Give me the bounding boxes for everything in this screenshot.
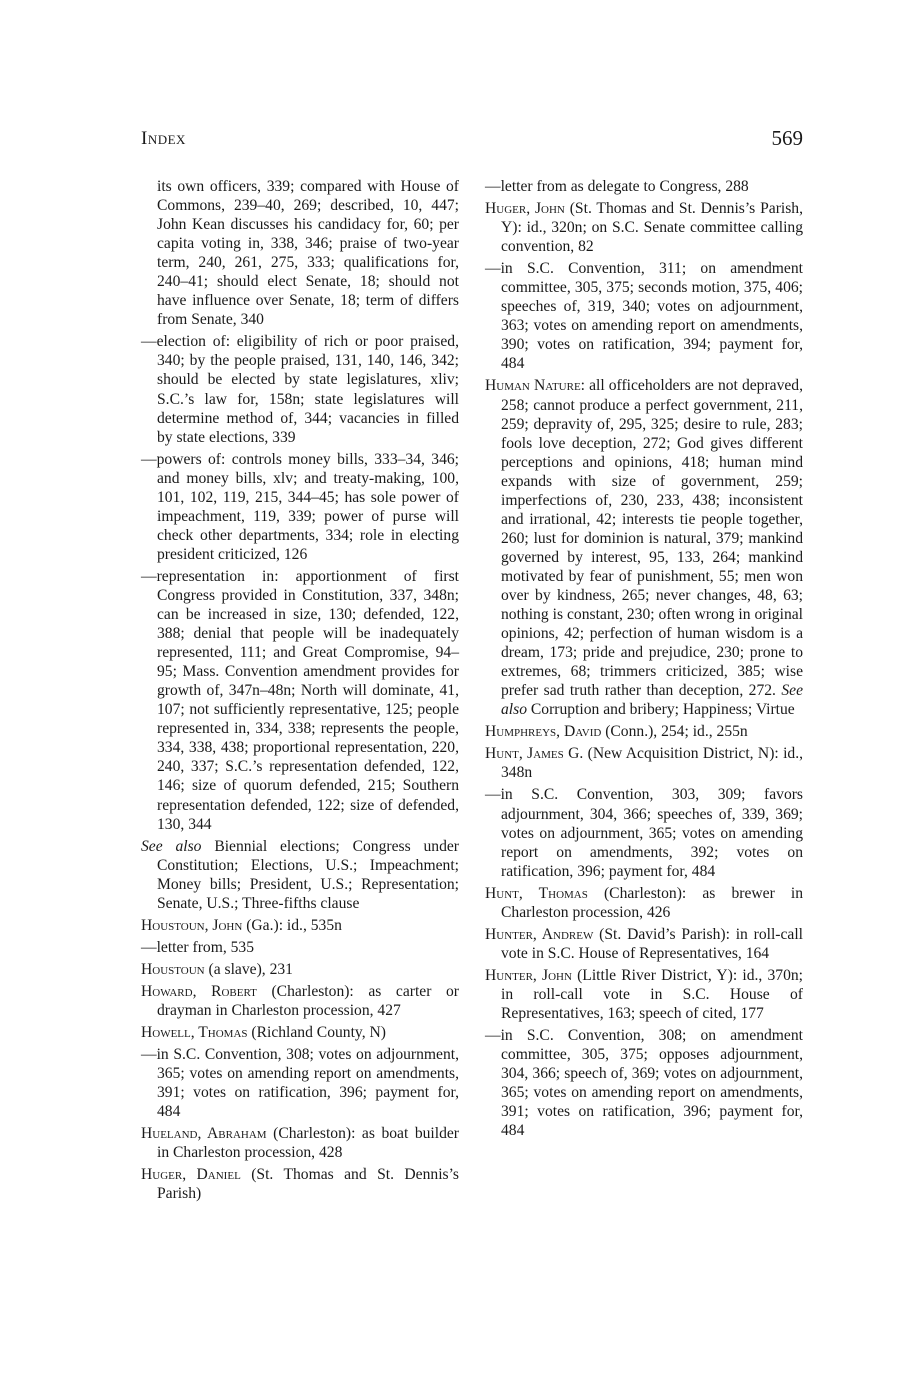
index-subentry: —in S.C. Convention, 308; votes on adjournment, 365; votes on amending report on amendments, 391; votes on ratification, 396; payment for, 484 xyxy=(141,1046,459,1121)
index-entry: Hunt, Thomas (Charleston): as brewer in Charleston procession, 426 xyxy=(485,884,803,921)
index-subentry: —election of: eligibility of rich or poor praised, 340; by the people praised, 131, 140, 146, 342; should be elected by state legislatures, xliv; S.C.’s law for, 158n; state legislatures will determine method of, 344; vacancies in filled by state elections, 339 xyxy=(141,333,459,446)
index-entry: Humphreys, David (Conn.), 254; id., 255n xyxy=(485,723,748,741)
page-header xyxy=(141,128,803,158)
index-heading: Human Nature xyxy=(485,377,581,395)
index-subentry: —in S.C. Convention, 311; on amendment committee, 305, 375; seconds motion, 375, 406; speeches of, 319, 340; votes on adjournment, 363; votes on amending report on amendments, 390; votes on ratification, 394; payment for, 484 xyxy=(485,260,803,373)
index-heading: Hueland, Abraham xyxy=(141,1125,267,1143)
index-entry: Houstoun, John (Ga.): id., 535n xyxy=(141,916,342,934)
index-heading: Hunt, Thomas xyxy=(485,884,588,902)
index-entry: Huger, John (St. Thomas and St. Dennis’s Parish, Y): id., 320n; on S.C. Senate committee calling convention, 82 xyxy=(485,200,803,256)
index-entry: Huger, Daniel (St. Thomas and St. Dennis’s Parish) xyxy=(141,1166,459,1203)
index-cross-reference: See also Biennial elections; Congress under Constitution; Elections, U.S.; Impeachment; Money bills; President, U.S.; Representation; Senate, U.S.; Three-fifths clause xyxy=(141,837,459,912)
index-entry: Houstoun (a slave), 231 xyxy=(141,960,293,978)
index-subentry: —representation in: apportionment of first Congress provided in Constitution, 337, 348n; can be increased in size, 130; defended, 122, 388; denial that people will be inadequately represented, 111; and Great Compromise, 94–95; Mass. Convention amendment provides for growth of, 347n–48n; North will dominate, 41, 107; not sufficiently representative, 125; people represented in, 334, 338; represents the people, 334, 338, 438; proportional representation, 220, 240, 337; S.C.’s representation defended, 122, 146; size of quorum defended, 215; Southern representation defended, 122; size of defended, 130, 344 xyxy=(141,567,459,833)
index-entry: Hueland, Abraham (Charleston): as boat builder in Charleston procession, 428 xyxy=(141,1125,459,1162)
index-entry: Hunt, James G. (New Acquisition District, N): id., 348n xyxy=(485,745,804,782)
index-subentry: —in S.C. Convention, 303, 309; favors adjournment, 304, 366; speeches of, 339, 369; votes on adjournment, 365; votes on amending report on amendments, 392; votes on ratification, 396; payment for, 484 xyxy=(485,786,803,880)
index-heading: Humphreys, David xyxy=(485,723,602,741)
index-entry: Hunter, John (Little River District, Y): id., 370n; in roll-call vote in S.C. House of Representatives, 163; speech of cited, 177 xyxy=(485,966,803,1022)
index-entry: its own officers, 339; compared with House of Commons, 239–40, 269; described, 10, 447; John Kean discusses his candidacy for, 60; per capita voting in, 338, 346; praise of two-year term, 240, 261, 275, 333; qualifications for, 240–41; should elect Senate, 18; should not have influence over Senate, 18; term of differs from Senate, 340 xyxy=(157,178,459,329)
index-column-right xyxy=(485,177,803,1143)
index-subentry: —letter from, 535 xyxy=(141,938,255,956)
index-heading: Hunter, Andrew xyxy=(485,925,594,943)
index-entry: Howell, Thomas (Richland County, N) xyxy=(141,1024,386,1042)
index-heading: Houstoun, John xyxy=(141,916,243,934)
index-entry: Hunter, Andrew (St. David’s Parish): in roll-call vote in S.C. House of Representatives, 164 xyxy=(485,925,803,962)
index-subentry: —letter from as delegate to Congress, 288 xyxy=(485,178,749,195)
index-column-left xyxy=(141,177,459,1206)
index-heading: Hunt, James G. xyxy=(485,745,584,763)
index-heading: Huger, Daniel xyxy=(141,1166,241,1184)
page-number: 569 xyxy=(771,126,803,150)
index-entry: Howard, Robert (Charleston): as carter or drayman in Charleston procession, 427 xyxy=(141,982,459,1019)
index-heading: Howell, Thomas xyxy=(141,1024,248,1042)
index-heading: Houstoun xyxy=(141,960,205,978)
index-heading: Howard, Robert xyxy=(141,982,257,1000)
index-heading: Huger, John xyxy=(485,200,565,218)
index-subentry: —powers of: controls money bills, 333–34, 346; and money bills, xlv; and treaty-making, 100, 101, 102, 119, 215, 344–45; has sole power of impeachment, 119, 339; power of purse will check other departments, 334; role in electing president criticized, 126 xyxy=(141,450,459,563)
index-entry: Human Nature: all officeholders are not depraved, 258; cannot produce a perfect government, 211, 259; depravity of, 295, 325; desire to rule, 283; fools love deception, 272; God gives different perceptions and opinions, 418; human mind expands with size of government, 259; imperfections of, 230, 233, 438; inconsistent and irrational, 42; interests tie people together, 260; lust for dominion is natural, 379; mankind governed by interest, 95, 133, 264; mankind motivated by fear of punishment, 55; men won over by kindness, 265; never changes, 48, 63; nothing is constant, 230; often wrong in original opinions, 42; perfection of human wisdom is a dream, 173; pride and prejudice, 230; prone to extremes, 68; trimmers criticized, 385; wise prefer sad truth rather than deception, 272. See also Corruption and bribery; Happiness; Virtue xyxy=(485,377,803,719)
running-head: Index xyxy=(141,128,186,149)
index-heading: Hunter, John xyxy=(485,966,572,984)
index-subentry: —in S.C. Convention, 308; on amendment committee, 305, 375; opposes adjournment, 304, 366; speech of, 369; votes on adjournment, 365; votes on amending report on amendments, 391; votes on ratification, 396; payment for, 484 xyxy=(485,1027,803,1140)
